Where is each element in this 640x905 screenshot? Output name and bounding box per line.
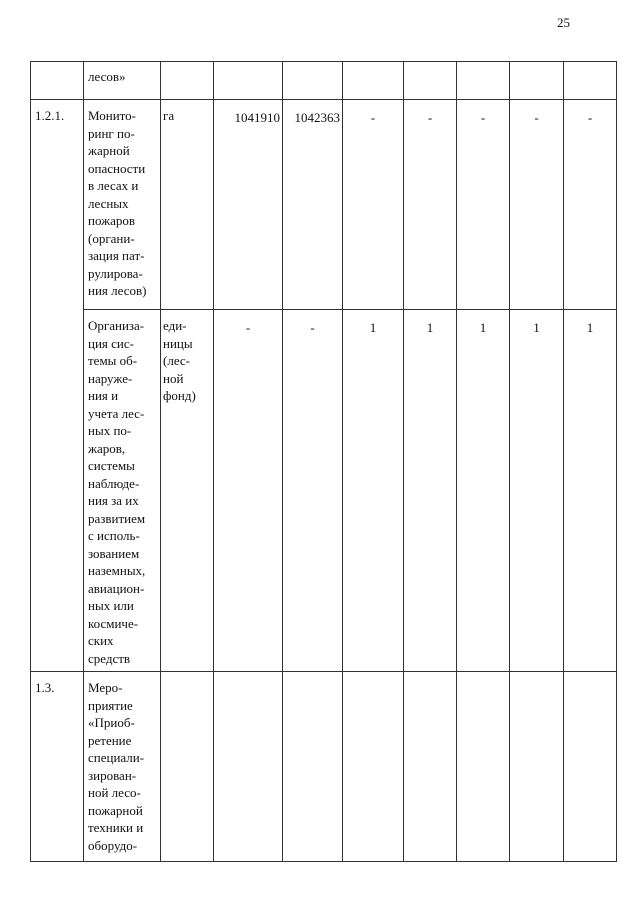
value-cell: - — [343, 100, 404, 310]
table-row — [31, 672, 617, 862]
value-cell — [343, 62, 404, 100]
forest-program-table — [30, 61, 617, 862]
value-cell: 1 — [564, 310, 617, 672]
value-cell: 1042363 — [283, 100, 343, 310]
value-cell — [457, 672, 510, 862]
table-row — [31, 62, 617, 100]
value-cell — [564, 62, 617, 100]
value-cell: 1 — [343, 310, 404, 672]
row-number: 1.2.1. — [31, 100, 84, 672]
value-cell: - — [283, 310, 343, 672]
value-cell — [214, 672, 283, 862]
row-name: Меро- приятие «Приоб- ретение специали- зирован- ной лесо- пожарной техники и оборудо- — [84, 672, 161, 862]
value-cell: - — [564, 100, 617, 310]
row-name: Монито- ринг по- жарной опасности в лесах и лесных пожаров (органи- зация пат- рулирова- ния лесов) — [84, 100, 161, 310]
value-cell: 1041910 — [214, 100, 283, 310]
table-row — [31, 310, 617, 672]
row-unit — [161, 672, 214, 862]
value-cell: 1 — [510, 310, 564, 672]
value-cell: - — [404, 100, 457, 310]
row-name: Организа- ция сис- темы об- наруже- ния и учета лес- ных по- жаров, системы наблюде- ния за их развитием с исполь- зованием наземных, авиацион- ных или космиче- ских средств — [84, 310, 161, 672]
value-cell — [510, 62, 564, 100]
value-cell — [343, 672, 404, 862]
value-cell — [283, 62, 343, 100]
value-cell — [283, 672, 343, 862]
value-cell — [214, 62, 283, 100]
value-cell — [564, 672, 617, 862]
value-cell: 1 — [404, 310, 457, 672]
value-cell: - — [510, 100, 564, 310]
row-name: лесов» — [84, 62, 161, 100]
row-unit: еди- ницы (лес- ной фонд) — [161, 310, 214, 672]
value-cell — [404, 672, 457, 862]
value-cell — [457, 62, 510, 100]
row-unit — [161, 62, 214, 100]
value-cell: - — [457, 100, 510, 310]
row-number — [31, 62, 84, 100]
value-cell — [404, 62, 457, 100]
row-number: 1.3. — [31, 672, 84, 862]
page-number: 25 — [557, 15, 570, 30]
value-cell: 1 — [457, 310, 510, 672]
row-unit: га — [161, 100, 214, 310]
value-cell: - — [214, 310, 283, 672]
table-row — [31, 100, 617, 310]
value-cell — [510, 672, 564, 862]
